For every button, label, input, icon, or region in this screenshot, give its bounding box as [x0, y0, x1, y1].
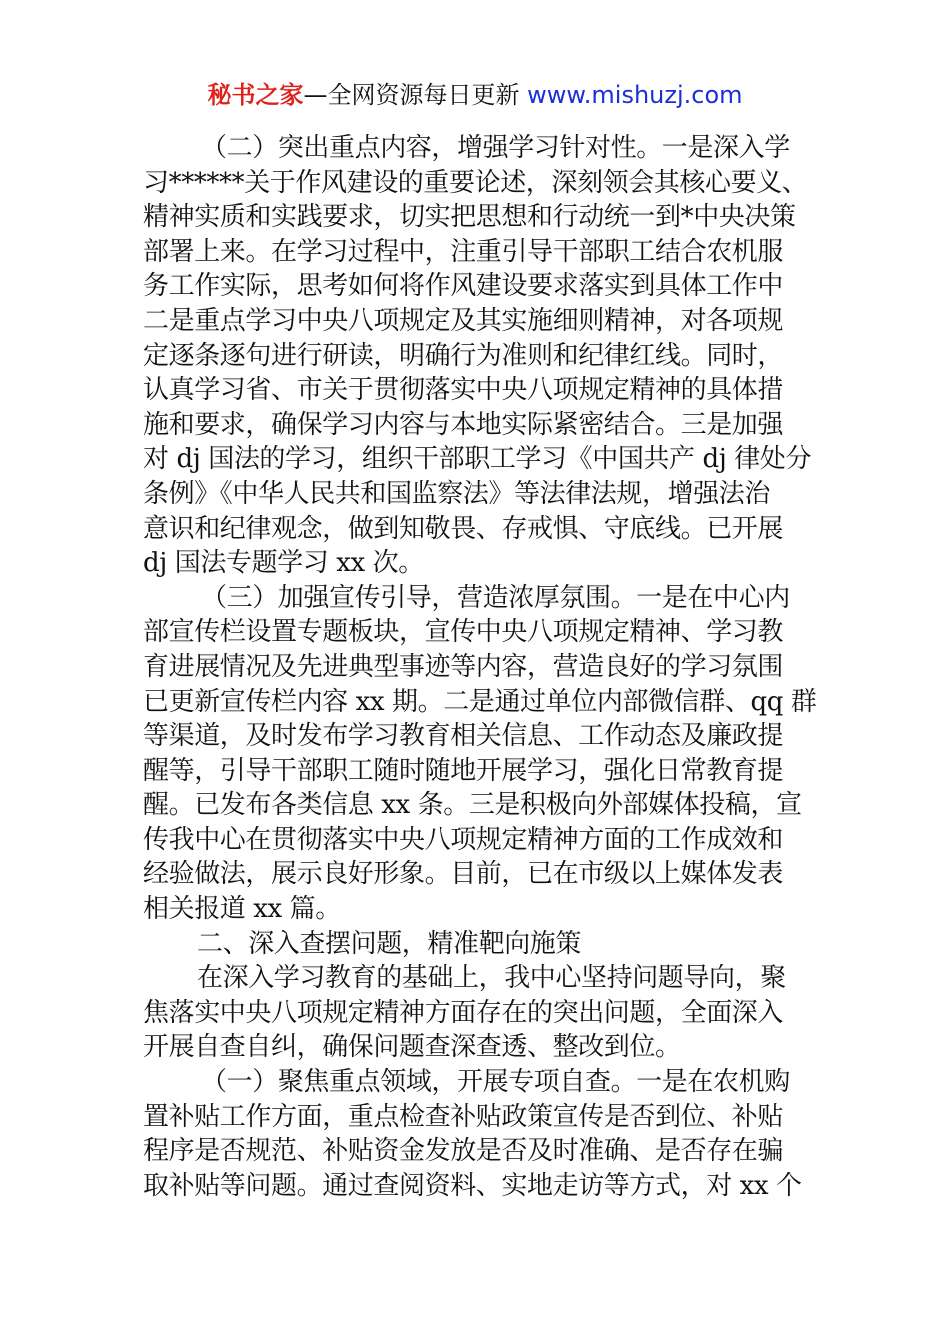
text-line: 精神实质和实践要求，切实把思想和行动统一到*中央决策 — [143, 202, 796, 233]
text-line: 在深入学习教育的基础上，我中心坚持问题导向，聚 — [197, 963, 786, 994]
text-line: dj 国法专题学习 xx 次。 — [143, 548, 424, 579]
text-line: 等渠道，及时发布学习教育相关信息、工作动态及廉政提 — [143, 721, 784, 752]
text-line: 二是重点学习中央八项规定及其实施细则精神，对各项规 — [143, 305, 784, 336]
text-line: 条例》《中华人民共和国监察法》等法律法规，增强法治 — [143, 478, 771, 509]
text-line: 程序是否规范、补贴资金发放是否及时准确、是否存在骗 — [143, 1136, 784, 1167]
site-brand: 秘书之家 — [207, 81, 304, 109]
site-slogan: —全网资源每日更新 — [303, 81, 520, 109]
text-line: （二）突出重点内容，增强学习针对性。一是深入学 — [201, 133, 790, 163]
text-line: 习******关于作风建设的重要论述，深刻领会其核心要义、 — [143, 167, 808, 198]
text-line: 育进展情况及先进典型事迹等内容，营造良好的学习氛围 — [143, 651, 784, 682]
text-line: 施和要求，确保学习内容与本地实际紧密结合。三是加强 — [143, 409, 784, 440]
document-body — [143, 131, 817, 1203]
text-line: （三）加强宣传引导，营造浓厚氛围。一是在中心内 — [201, 582, 790, 613]
section-heading: 二、深入查摆问题，精准靶向施策 — [197, 928, 582, 959]
text-line: 对 dj 国法的学习，组织干部职工学习《中国共产 dj 律处分 — [143, 444, 812, 475]
site-url[interactable]: www.mishuzj.com — [527, 81, 743, 109]
text-line: 开展自查自纠，确保问题查深查透、整改到位。 — [143, 1032, 681, 1063]
text-line: 传我中心在贯彻落实中央八项规定精神方面的工作成效和 — [143, 824, 784, 855]
text-line: 焦落实中央八项规定精神方面存在的突出问题，全面深入 — [143, 997, 784, 1028]
text-line: 认真学习省、市关于贯彻落实中央八项规定精神的具体措 — [143, 375, 784, 406]
text-line: 置补贴工作方面，重点检查补贴政策宣传是否到位、补贴 — [143, 1101, 784, 1132]
text-line: 部宣传栏设置专题板块，宣传中央八项规定精神、学习教 — [143, 617, 784, 648]
text-line: 醒等，引导干部职工随时随地开展学习，强化日常教育提 — [143, 755, 784, 786]
text-line: （一）聚焦重点领域，开展专项自查。一是在农机购 — [201, 1067, 790, 1098]
text-line: 取补贴等问题。通过查阅资料、实地走访等方式，对 xx 个 — [143, 1170, 802, 1201]
text-line: 经验做法，展示良好形象。目前，已在市级以上媒体发表 — [143, 859, 784, 890]
text-line: 务工作实际，思考如何将作风建设要求落实到具体工作中 — [143, 271, 784, 302]
text-line: 意识和纪律观念，做到知敬畏、存戒惧、守底线。已开展 — [143, 513, 784, 544]
text-line: 醒。已发布各类信息 xx 条。三是积极向外部媒体投稿，宣 — [143, 790, 802, 821]
text-line: 相关报道 xx 篇。 — [143, 894, 341, 925]
text-line: 部署上来。在学习过程中，注重引导干部职工结合农机服 — [143, 236, 784, 267]
site-header — [0, 78, 950, 112]
text-line: 定逐条逐句进行研读，明确行为准则和纪律红线。同时， — [143, 340, 784, 371]
text-line: 已更新宣传栏内容 xx 期。二是通过单位内部微信群、qq 群 — [143, 686, 817, 717]
